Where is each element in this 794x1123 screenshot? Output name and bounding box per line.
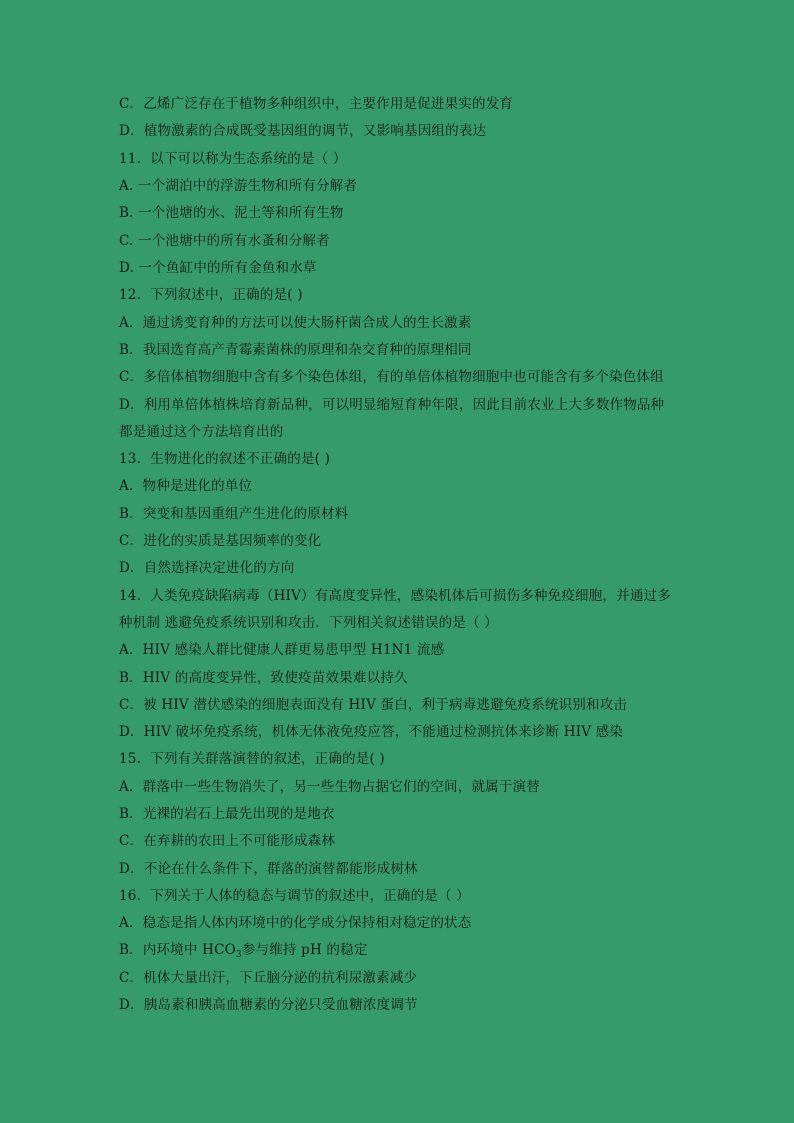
option-14b: B．HIV 的高度变异性，致使疫苗效果难以持久 [119,670,408,686]
option-12a: A．通过诱变育种的方法可以使大肠杆菌合成人的生长激素 [119,315,472,331]
option-14c: C．被 HIV 潜伏感染的细胞表面没有 HIV 蛋白，利于病毒逃避免疫系统识别和攻击 [119,697,628,713]
option-16a: A．稳态是指人体内环境中的化学成分保持相对稳定的状态 [119,915,472,931]
option-16b-subscript: 3 [235,950,242,960]
option-15b: B．光裸的岩石上最先出现的是地衣 [119,806,335,822]
option-16c: C．机体大量出汗，下丘脑分泌的抗利尿激素减少 [119,970,418,986]
option-13b: B．突变和基因重组产生进化的原材料 [119,506,349,522]
question-11: 11．以下可以称为生态系统的是（ ） [119,151,347,167]
option-13c: C．进化的实质是基因频率的变化 [119,533,322,549]
option-16b-suffix: 参与维持 pH 的稳定 [241,942,368,958]
option-11d: D. 一个鱼缸中的所有金鱼和水草 [119,260,317,276]
option-10c: C．乙烯广泛存在于植物多种组织中，主要作用是促进果实的发育 [119,96,514,112]
option-12b: B．我国选育高产青霉素菌株的原理和杂交育种的原理相同 [119,342,472,358]
option-14a: A．HIV 感染人群比健康人群更易患甲型 H1N1 流感 [119,642,445,658]
option-11c: C. 一个池塘中的所有水蚤和分解者 [119,233,330,249]
option-10d: D．植物激素的合成既受基因组的调节，又影响基因组的表达 [119,123,487,139]
option-15a: A．群落中一些生物消失了，另一些生物占据它们的空间，就属于演替 [119,779,540,795]
option-15d: D．不论在什么条件下，群落的演替都能形成树林 [119,861,418,877]
option-13d: D．自然选择决定进化的方向 [119,560,295,576]
option-13a: A．物种是进化的单位 [119,478,253,494]
option-12c: C．多倍体植物细胞中含有多个染色体组，有的单倍体植物细胞中也可能含有多个染色体组 [119,369,664,385]
question-16: 16．下列关于人体的稳态与调节的叙述中，正确的是（ ） [119,888,470,904]
option-14d: D．HIV 破坏免疫系统，机体无体液免疫应答，不能通过检测抗体来诊断 HIV 感染 [119,724,624,740]
option-12d-cont: 都是通过这个方法培育出的 [119,424,284,440]
option-11b: B. 一个池塘的水、泥土等和所有生物 [119,205,344,221]
option-16b [119,941,368,959]
question-14: 14．人类免疫缺陷病毒（HIV）有高度变异性，感染机体后可损伤多种免疫细胞，并通过多 [119,588,671,604]
option-16b-prefix: B．内环境中 HCO [119,942,236,958]
option-11a: A. 一个湖泊中的浮游生物和所有分解者 [119,178,358,194]
question-14-cont: 种机制 逃避免疫系统识别和攻击．下列相关叙述错误的是（ ） [119,615,498,631]
option-16d: D．胰岛素和胰高血糖素的分泌只受血糖浓度调节 [119,997,418,1013]
option-15c: C．在弃耕的农田上不可能形成森林 [119,833,336,849]
option-12d: D．利用单倍体植株培育新品种，可以明显缩短育种年限，因此目前农业上大多数作物品种 [119,397,665,413]
question-15: 15．下列有关群落演替的叙述，正确的是( ) [119,751,385,767]
question-13: 13．生物进化的叙述不正确的是( ) [119,451,331,467]
question-12: 12．下列叙述中，正确的是( ) [119,287,303,303]
